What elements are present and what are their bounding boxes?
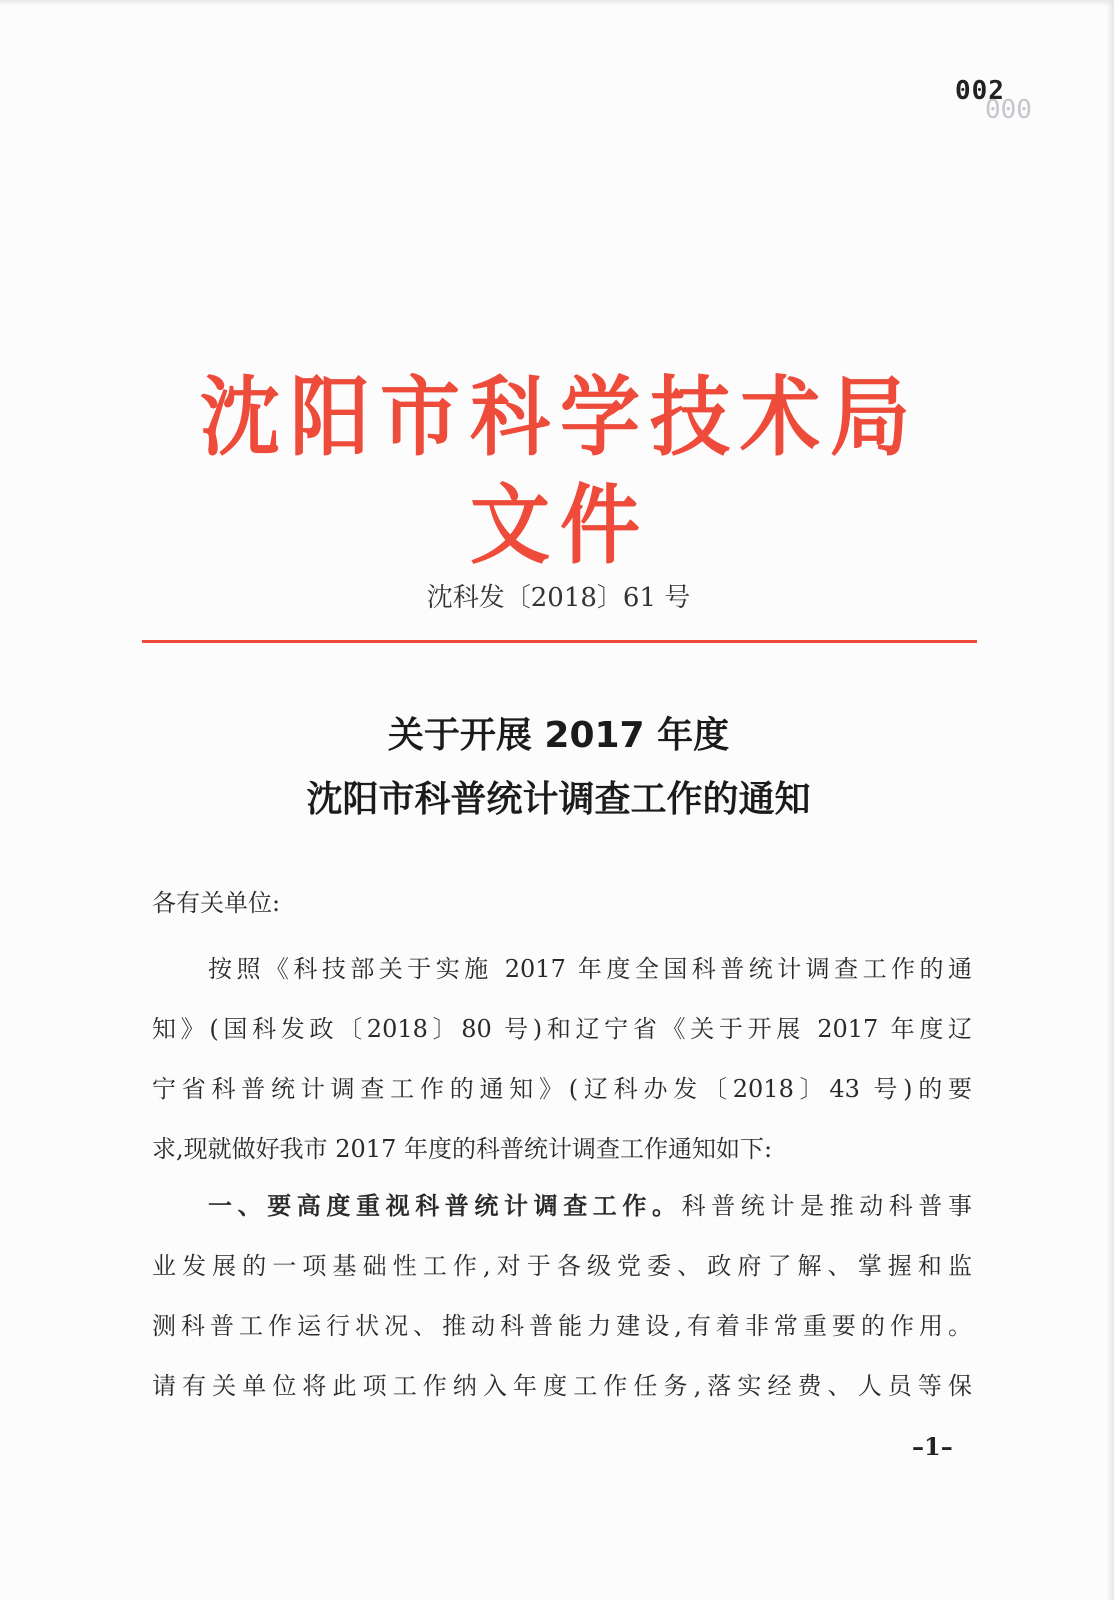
section-heading: 一、要高度重视科普统计调查工作。 — [208, 1192, 682, 1220]
salutation: 各有关单位: — [152, 889, 281, 917]
paragraph-1 — [152, 939, 972, 1179]
document-number: 沈科发〔2018〕61 号 — [426, 583, 691, 613]
paragraph-line: 求,现就做好我市 2017 年度的科普统计调查工作通知如下: — [152, 1135, 773, 1163]
page-number-stamp: 002 — [955, 76, 1005, 106]
paragraph-first-line — [152, 1176, 972, 1236]
stamp-ghost-mark: 000 — [985, 92, 1032, 122]
scan-edge-top — [0, 0, 1114, 6]
paragraph-line: 请有关单位将此项工作纳入年度工作任务,落实经费、人员等保 — [152, 1372, 972, 1400]
paragraph-line: 测科普工作运行状况、推动科普能力建设,有着非常重要的作用。 — [152, 1312, 972, 1340]
paragraph-line: 知》(国科发政〔2018〕80 号)和辽宁省《关于开展 2017 年度辽 — [152, 1015, 972, 1043]
paragraph-line: 宁省科普统计调查工作的通知》(辽科办发〔2018〕43 号)的要 — [152, 1075, 972, 1103]
document-title-line-1: 关于开展 2017 年度 — [387, 715, 730, 756]
scan-edge-right — [1106, 0, 1114, 1600]
paragraph-line: 按照《科技部关于实施 2017 年度全国科普统计调查工作的通 — [208, 955, 972, 983]
document-title-line-2: 沈阳市科普统计调查工作的通知 — [306, 779, 811, 820]
page-footer-number: –1– — [912, 1432, 953, 1461]
paragraph-line-rest: 科普统计是推动科普事 — [681, 1192, 973, 1220]
paragraph-2 — [152, 1176, 972, 1416]
paragraph-line: 业发展的一项基础性工作,对于各级党委、政府了解、掌握和监 — [152, 1252, 972, 1280]
red-divider-rule — [142, 640, 977, 643]
agency-header-title: 沈阳市科学技术局文件 — [200, 367, 920, 576]
